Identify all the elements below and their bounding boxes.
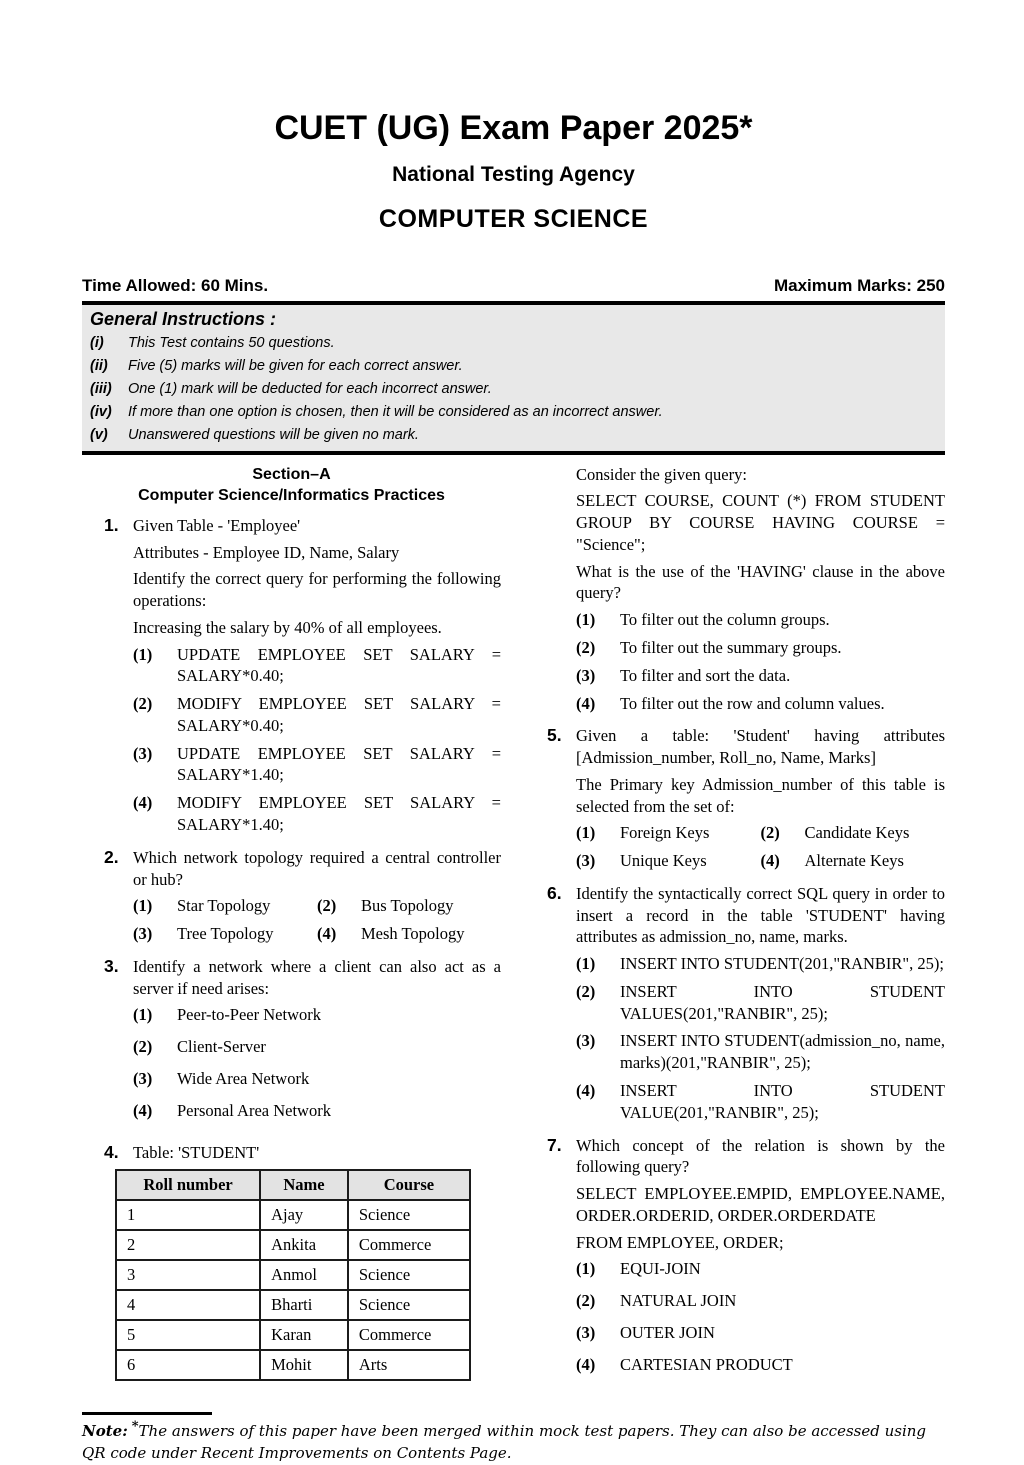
- option-label: (4): [576, 1354, 596, 1374]
- option: [576, 1258, 945, 1280]
- option-text: Candidate Keys: [804, 823, 910, 843]
- question-paragraph: Identify the syntactically correct SQL query in order to insert a record in the table 'STUDENT' having attributes as admission_no, name, marks.: [576, 883, 945, 947]
- option-text: UPDATE EMPLOYEE SET SALARY = SALARY*1.40;: [177, 743, 501, 785]
- note-rule: [82, 1412, 212, 1415]
- option-text: Tree Topology: [177, 924, 274, 944]
- options-row: [576, 822, 945, 844]
- student-table: [115, 1169, 471, 1381]
- table-cell: Arts: [348, 1350, 470, 1380]
- question-7: [545, 1135, 945, 1386]
- table-row: [116, 1350, 470, 1380]
- option-label: (2): [317, 896, 337, 916]
- options-group: [133, 895, 501, 945]
- instruction-label: (iv): [90, 403, 112, 420]
- table-header-row: [116, 1170, 470, 1200]
- instruction-item: [90, 426, 935, 445]
- option-label: (3): [576, 1322, 596, 1342]
- left-column: [82, 464, 501, 1397]
- option-label: (2): [576, 981, 596, 1001]
- option: [576, 1322, 945, 1344]
- option: [133, 792, 501, 836]
- section-subtitle: Computer Science/Informatics Practices: [138, 487, 445, 505]
- option-label: (4): [760, 851, 780, 871]
- question-paragraph: Given Table - 'Employee': [133, 515, 301, 535]
- question-body: [576, 725, 945, 872]
- option-text: INSERT INTO STUDENT VALUE(201,"RANBIR", 25);: [620, 1080, 945, 1122]
- question-paragraph: FROM EMPLOYEE, ORDER;: [576, 1232, 784, 1252]
- option: [576, 665, 945, 687]
- options-row: [133, 895, 501, 917]
- option: [576, 1080, 945, 1124]
- option-text: Client-Server: [177, 1037, 266, 1057]
- question-number: [547, 464, 576, 715]
- question-body: [576, 1135, 945, 1386]
- question-body: [576, 464, 945, 715]
- option: [576, 693, 945, 715]
- option-label: (3): [133, 1068, 153, 1088]
- question-paragraph: SELECT EMPLOYEE.EMPID, EMPLOYEE.NAME, ORDER.ORDERID, ORDER.ORDERDATE: [576, 1184, 945, 1225]
- question-number: 6.: [547, 882, 562, 903]
- option-text: Mesh Topology: [361, 924, 465, 944]
- option-label: (2): [576, 637, 596, 657]
- table-cell: 1: [116, 1200, 260, 1230]
- option: [133, 693, 501, 737]
- table-row: [116, 1230, 470, 1260]
- question-number: 5.: [547, 725, 562, 746]
- option: [133, 743, 501, 787]
- option-text: Wide Area Network: [177, 1068, 310, 1088]
- instruction-text: This Test contains 50 questions.: [128, 335, 335, 352]
- note-text: [82, 1418, 945, 1465]
- table-cell: Bharti: [260, 1290, 348, 1320]
- question-6: [545, 883, 945, 1124]
- table-cell: Commerce: [348, 1320, 470, 1350]
- question-2: [82, 847, 501, 945]
- general-instructions-box: [82, 301, 945, 454]
- option-label: (1): [133, 1005, 153, 1025]
- table-header-cell: Name: [260, 1170, 348, 1200]
- instruction-item: [90, 403, 935, 422]
- option: [576, 609, 945, 631]
- instruction-item: [90, 334, 935, 353]
- question-number: 4.: [104, 1142, 119, 1163]
- option: [133, 644, 501, 688]
- right-questions: [545, 464, 945, 1386]
- instruction-text: Unanswered questions will be given no mark.: [128, 426, 419, 443]
- paper-title: CUET (UG) Exam Paper 2025*: [274, 109, 753, 147]
- question-columns: [82, 464, 945, 1397]
- option-label: (1): [133, 896, 153, 916]
- table-row: [116, 1260, 470, 1290]
- question-paragraph: Which concept of the relation is shown by the following query?: [576, 1135, 945, 1177]
- option-label: (4): [576, 1080, 596, 1100]
- option-text: MODIFY EMPLOYEE SET SALARY = SALARY*1.40;: [177, 793, 501, 834]
- question-paragraph: The Primary key Admission_number of this table is selected from the set of:: [576, 774, 945, 816]
- section-header: [82, 464, 501, 507]
- table-cell: 6: [116, 1350, 260, 1380]
- question-body: [576, 883, 945, 1124]
- options-group: [576, 953, 945, 1123]
- table-header-cell: Course: [348, 1170, 470, 1200]
- option-text: Star Topology: [177, 896, 271, 916]
- option-text: To filter out the summary groups.: [620, 637, 842, 657]
- table-cell: Science: [348, 1290, 470, 1320]
- subject-title: COMPUTER SCIENCE: [378, 205, 649, 234]
- option-label: (1): [133, 644, 153, 664]
- table-cell: Anmol: [260, 1260, 348, 1290]
- question-4: [82, 1142, 501, 1385]
- question-body: [127, 1142, 501, 1385]
- question-5: [545, 725, 945, 872]
- question-body: [133, 515, 501, 836]
- right-column: [545, 464, 945, 1397]
- option-label: (3): [576, 1031, 596, 1051]
- question-paragraph: Identify a network where a client can also act as a server if need arises:: [133, 956, 501, 998]
- instruction-label: (ii): [90, 358, 108, 375]
- option-text: EQUI-JOIN: [620, 1259, 701, 1279]
- option-text: INSERT INTO STUDENT(admission_no, name, marks)(201,"RANBIR", 25);: [620, 1031, 945, 1073]
- note-label: Note:: [82, 1422, 128, 1441]
- option-label: (1): [576, 1259, 596, 1279]
- option: [576, 981, 945, 1025]
- table-cell: Mohit: [260, 1350, 348, 1380]
- instruction-item: [90, 380, 935, 399]
- option-label: (1): [576, 954, 596, 974]
- maximum-marks: Maximum Marks: 250: [773, 276, 945, 296]
- table-cell: Ankita: [260, 1230, 348, 1260]
- option-text: INSERT INTO STUDENT VALUES(201,"RANBIR", 25);: [620, 981, 945, 1023]
- options-row: [133, 923, 501, 945]
- option-label: (3): [576, 851, 596, 871]
- footer-note: [82, 1412, 945, 1465]
- options-group: [576, 822, 945, 872]
- table-cell: 3: [116, 1260, 260, 1290]
- option-label: (4): [133, 793, 153, 813]
- question-number: 1.: [104, 514, 119, 535]
- options-row: [576, 850, 945, 872]
- option-label: (3): [576, 665, 596, 685]
- instruction-text: If more than one option is chosen, then it will be considered as an incorrect answer.: [128, 403, 663, 420]
- option-label: (4): [133, 1100, 153, 1120]
- instruction-text: One (1) mark will be deducted for each incorrect answer.: [128, 381, 492, 398]
- table-cell: Science: [348, 1200, 470, 1230]
- option: [576, 1030, 945, 1074]
- left-questions: [82, 515, 501, 1385]
- table-cell: Ajay: [260, 1200, 348, 1230]
- option: [576, 953, 945, 975]
- question-number: 3.: [104, 955, 119, 976]
- option: [576, 1290, 945, 1312]
- question-1: [82, 515, 501, 836]
- table-row: [116, 1290, 470, 1320]
- exam-meta-row: [82, 276, 945, 301]
- question-paragraph: Consider the given query:: [576, 464, 747, 484]
- option-text: To filter and sort the data.: [620, 665, 791, 685]
- option: [133, 1100, 501, 1122]
- option-text: To filter out the row and column values.: [620, 693, 885, 713]
- option-text: Unique Keys: [620, 851, 707, 871]
- option-text: Alternate Keys: [804, 851, 904, 871]
- question-paragraph: Identify the correct query for performing the following operations:: [133, 569, 501, 611]
- question-body: [133, 847, 501, 945]
- option-text: To filter out the column groups.: [620, 610, 830, 630]
- option-label: (2): [133, 1037, 153, 1057]
- table-cell: 2: [116, 1230, 260, 1260]
- question-continuation: [545, 464, 945, 715]
- options-group: [576, 609, 945, 714]
- option-label: (2): [760, 823, 780, 843]
- section-title: Section–A: [252, 465, 331, 483]
- question-paragraph: Table: 'STUDENT': [133, 1143, 260, 1163]
- options-group: [133, 1004, 501, 1121]
- option-text: INSERT INTO STUDENT(201,"RANBIR", 25);: [620, 954, 944, 974]
- option-label: (1): [576, 823, 596, 843]
- option: [133, 1036, 501, 1058]
- options-group: [576, 1258, 945, 1375]
- agency-name: National Testing Agency: [392, 163, 635, 187]
- question-paragraph: Increasing the salary by 40% of all employees.: [133, 617, 442, 637]
- question-number: 2.: [104, 846, 119, 867]
- question-paragraph: What is the use of the 'HAVING' clause in the above query?: [576, 561, 945, 603]
- option-label: (4): [317, 924, 337, 944]
- option-text: Foreign Keys: [620, 823, 710, 843]
- option: [133, 1068, 501, 1090]
- option: [576, 1354, 945, 1376]
- option-label: (1): [576, 610, 596, 630]
- question-paragraph: Given a table: 'Student' having attributes [Admission_number, Roll_no, Name, Marks]: [576, 726, 945, 768]
- option-text: MODIFY EMPLOYEE SET SALARY = SALARY*0.40;: [177, 694, 501, 735]
- instructions-heading: General Instructions :: [90, 309, 277, 330]
- option-text: CARTESIAN PRODUCT: [620, 1354, 793, 1374]
- table-cell: Science: [348, 1260, 470, 1290]
- question-3: [82, 956, 501, 1132]
- question-paragraph: SELECT COURSE, COUNT (*) FROM STUDENT GROUP BY COURSE HAVING COURSE = "Science";: [576, 491, 945, 554]
- table-row: [116, 1200, 470, 1230]
- option-text: UPDATE EMPLOYEE SET SALARY = SALARY*0.40;: [177, 644, 501, 686]
- note-star-marker: *: [131, 1419, 139, 1435]
- option-label: (3): [133, 924, 153, 944]
- instruction-label: (iii): [90, 381, 112, 398]
- instruction-label: (i): [90, 335, 104, 352]
- question-paragraph: Which network topology required a central controller or hub?: [133, 847, 501, 889]
- paper-header: [82, 0, 945, 234]
- table-header-cell: Roll number: [116, 1170, 260, 1200]
- option-text: Bus Topology: [361, 896, 454, 916]
- instruction-text: Five (5) marks will be given for each correct answer.: [128, 358, 463, 375]
- question-paragraph: Attributes - Employee ID, Name, Salary: [133, 542, 400, 562]
- option-text: Personal Area Network: [177, 1100, 331, 1120]
- question-number: 7.: [547, 1134, 562, 1155]
- table-cell: 4: [116, 1290, 260, 1320]
- instruction-label: (v): [90, 426, 108, 443]
- table-cell: Karan: [260, 1320, 348, 1350]
- options-group: [133, 644, 501, 836]
- table-cell: Commerce: [348, 1230, 470, 1260]
- table-cell: 5: [116, 1320, 260, 1350]
- option-label: (2): [576, 1291, 596, 1311]
- time-allowed: Time Allowed: 60 Mins.: [82, 276, 269, 296]
- option: [576, 637, 945, 659]
- note-body: The answers of this paper have been merged within mock test papers. They can also be accessed using QR code under Recent Improvements on Contents Page.: [82, 1422, 927, 1463]
- instructions-list: [90, 334, 935, 444]
- option-text: OUTER JOIN: [620, 1322, 715, 1342]
- question-body: [133, 956, 501, 1132]
- option-text: Peer-to-Peer Network: [177, 1005, 321, 1025]
- option-label: (3): [133, 743, 153, 763]
- option-label: (2): [133, 694, 153, 714]
- option-label: (4): [576, 693, 596, 713]
- option-text: NATURAL JOIN: [620, 1291, 737, 1311]
- table-row: [116, 1320, 470, 1350]
- option: [133, 1004, 501, 1026]
- instruction-item: [90, 357, 935, 376]
